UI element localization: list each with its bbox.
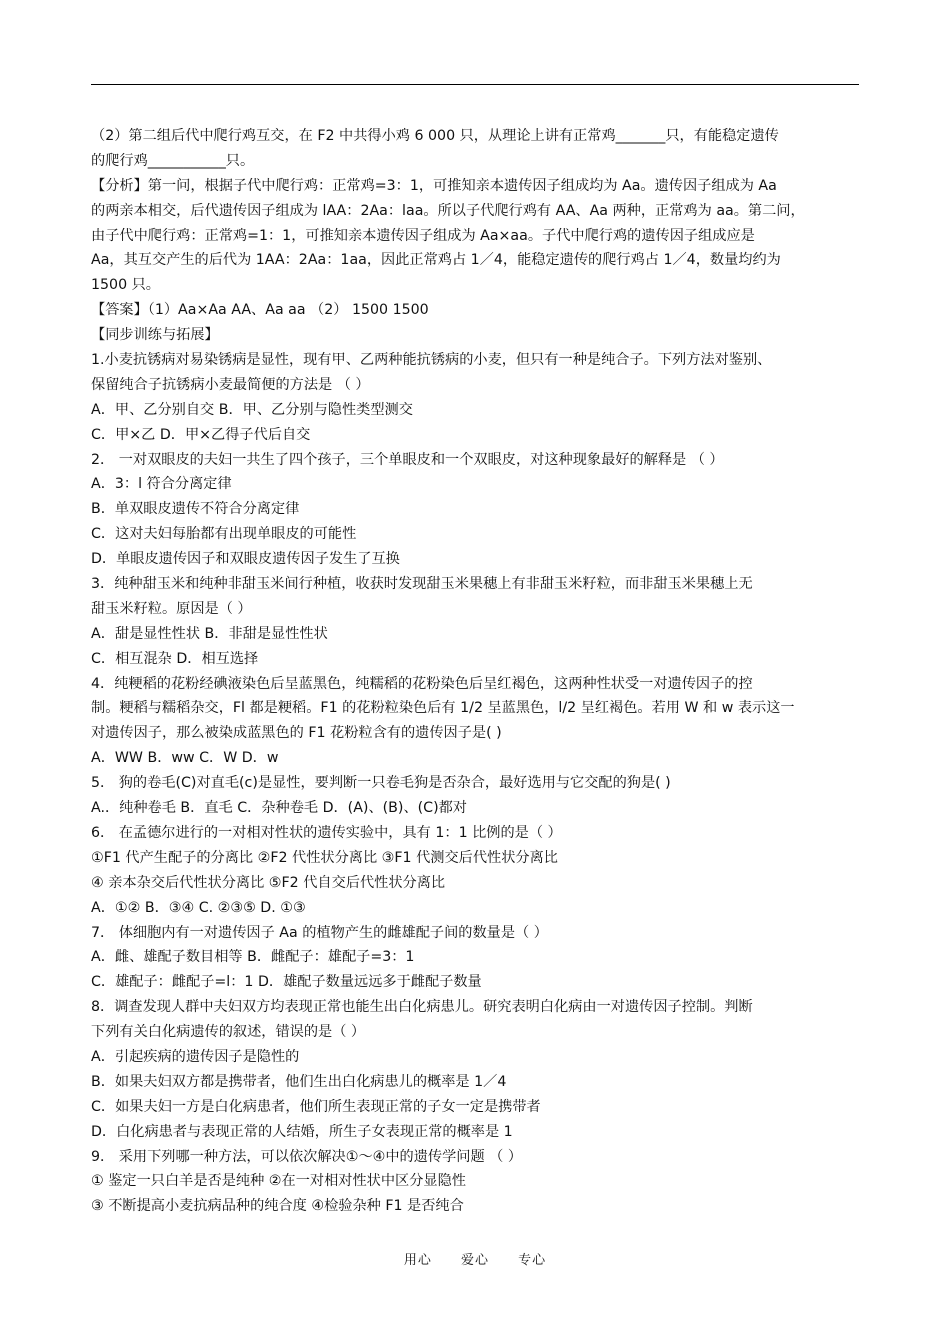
text-line: B．单双眼皮遗传不符合分离定律 (91, 501, 300, 518)
text-line: A．雌、雄配子数目相等 B．雌配子：雄配子=3：1 (91, 949, 415, 966)
text-line: A．WW B．ww C．W D．w (91, 750, 279, 767)
text-line: A．引起疾病的遗传因子是隐性的 (91, 1048, 300, 1065)
text-line: D．单眼皮遗传因子和双眼皮遗传因子发生了互换 (91, 551, 400, 568)
text-line: A．甜是显性性状 B．非甜是显性性状 (91, 625, 328, 642)
text-line: 甜玉米籽粒。原因是（ ） (91, 600, 252, 617)
text-line: 6． 在孟德尔进行的一对相对性状的遗传实验中，具有 1：1 比例的是（ ） (91, 824, 562, 841)
text-line: C．如果夫妇一方是白化病患者，他们所生表现正常的子女一定是携带者 (91, 1098, 541, 1115)
text-line: 保留纯合子抗锈病小麦最简便的方法是 （ ） (91, 376, 370, 393)
text-line: ① 鉴定一只白羊是否是纯种 ②在一对相对性状中区分显隐性 (91, 1173, 466, 1190)
text-line: A．3：l 符合分离定律 (91, 476, 232, 493)
header-rule (91, 84, 859, 85)
text-line: （2）第二组后代中爬行鸡互交，在 F2 中共得小鸡 6 000 只，从理论上讲有正常鸡_______只，有能稳定遗传 (91, 128, 779, 144)
text-line: C．相互混杂 D．相互选择 (91, 650, 259, 667)
page-footer (0, 1249, 950, 1268)
text-line: 5． 狗的卷毛(C)对直毛(c)是显性，要判断一只卷毛狗是否杂合，最好选用与它交配的狗是( ) (91, 775, 671, 792)
document-body (91, 124, 863, 1219)
text-line: ④ 亲本杂交后代性状分离比 ⑤F2 代自交后代性状分离比 (91, 874, 446, 891)
text-line: ③ 不断提高小麦抗病品种的纯合度 ④检验杂种 F1 是否纯合 (91, 1198, 464, 1215)
text-line: C．这对夫妇每胎都有出现单眼皮的可能性 (91, 526, 357, 543)
text-line: C．雄配子：雌配子=l：1 D．雄配子数量远远多于雌配子数量 (91, 974, 482, 991)
text-line: 2． 一对双眼皮的夫妇一共生了四个孩子，三个单眼皮和一个双眼皮，对这种现象最好的解释是 （ ） (91, 451, 724, 468)
text-line: 【同步训练与拓展】 (91, 327, 219, 344)
text-line: D．白化病患者与表现正常的人结婚，所生子女表现正常的概率是 1 (91, 1123, 513, 1140)
text-line: 对遗传因子，那么被染成蓝黑色的 F1 花粉粒含有的遗传因子是( ) (91, 725, 502, 742)
text-line: Aa，其互交产生的后代为 1AA：2Aa：1aa，因此正常鸡占 1／4，能稳定遗传的爬行鸡占 1／4，数量均约为 (91, 252, 781, 269)
footer-text-3: 专心 (518, 1253, 547, 1268)
text-line: 7． 体细胞内有一对遗传因子 Aa 的植物产生的雌雄配子间的数量是（ ） (91, 924, 548, 941)
text-line: A．①② B．③④ C. ②③⑤ D. ①③ (91, 899, 306, 916)
text-line: 1.小麦抗锈病对易染锈病是显性，现有甲、乙两种能抗锈病的小麦，但只有一种是纯合子。下列方法对鉴别、 (91, 352, 772, 369)
text-line: A.．纯种卷毛 B．直毛 C．杂种卷毛 D．(A)、(B)、(C)都对 (91, 800, 467, 817)
text-line: 的爬行鸡___________只。 (91, 152, 255, 169)
text-line: 1500 只。 (91, 277, 160, 294)
text-line: A．甲、乙分别自交 B．甲、乙分别与隐性类型测交 (91, 401, 413, 418)
text-line: C．甲×乙 D．甲×乙得子代后自交 (91, 426, 311, 443)
text-line: 9． 采用下列哪一种方法，可以依次解决①～④中的遗传学问题 （ ） (91, 1148, 523, 1165)
text-line: 由子代中爬行鸡：正常鸡=1：1，可推知亲本遗传因子组成为 Aa×aa。子代中爬行鸡的遗传因子组成应是 (91, 227, 755, 244)
text-line: 4．纯粳稻的花粉经碘液染色后呈蓝黑色，纯糯稻的花粉染色后呈红褐色，这两种性状受一对遗传因子的控 (91, 675, 753, 692)
footer-text-2: 爱心 (460, 1253, 489, 1268)
text-line: 3．纯种甜玉米和纯种非甜玉米间行种植，收获时发现甜玉米果穗上有非甜玉米籽粒，而非甜玉米果穗上无 (91, 576, 753, 593)
text-line: 的两亲本相交，后代遗传因子组成为 lAA：2Aa：laa。所以子代爬行鸡有 AA、Aa 两种，正常鸡为 aa。第二问， (91, 202, 805, 219)
text-line: 下列有关白化病遗传的叙述，错误的是（ ） (91, 1024, 366, 1041)
text-line: 8．调查发现人群中夫妇双方均表现正常也能生出白化病患儿。研究表明白化病由一对遗传因子控制。判断 (91, 999, 753, 1016)
footer-text-1: 用心 (403, 1253, 432, 1268)
text-line: 【分析】第一问，根据子代中爬行鸡：正常鸡=3：1，可推知亲本遗传因子组成均为 Aa。遗传因子组成为 Aa (91, 177, 777, 194)
text-line: ①F1 代产生配子的分离比 ②F2 代性状分离比 ③F1 代测交后代性状分离比 (91, 849, 558, 866)
text-line: B．如果夫妇双方都是携带者，他们生出白化病患儿的概率是 1／4 (91, 1073, 507, 1090)
text-line: 制。粳稻与糯稻杂交，Fl 都是粳稻。F1 的花粉粒染色后有 1/2 呈蓝黑色，l/2 呈红褐色。若用 W 和 w 表示这一 (91, 700, 795, 717)
text-line: 【答案】（1）Aa×Aa AA、Aa aa （2） 1500 1500 (91, 302, 429, 319)
